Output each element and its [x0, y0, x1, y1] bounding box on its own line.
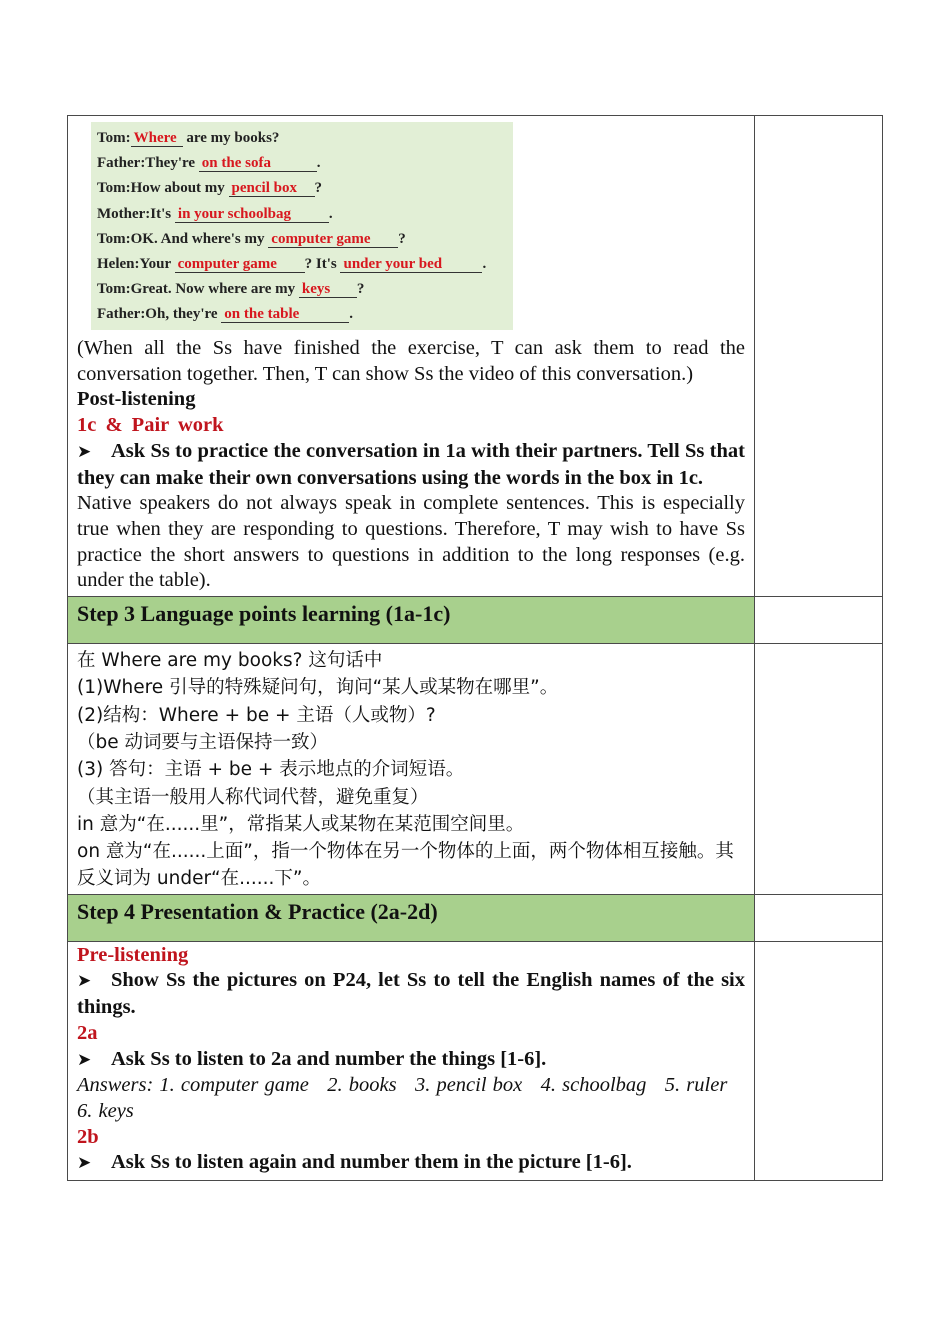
side-cell — [755, 894, 883, 941]
listen-2a-instruction: ➤ Ask Ss to listen to 2a and number the things [1-6]. — [77, 1047, 745, 1074]
side-cell — [755, 116, 883, 597]
exercise-line: Tom:OK. And where's my computer game ? — [97, 230, 406, 247]
answer-blank: on the table — [221, 307, 349, 323]
exercise-line: Tom:How about my pencil box ? — [97, 180, 323, 197]
answer-blank: on the sofa — [199, 156, 317, 172]
language-points — [68, 644, 754, 894]
step4-content — [68, 942, 754, 1180]
arrowhead-bullet-icon: ➤ — [77, 1049, 92, 1070]
section1-text — [68, 336, 754, 596]
lesson-plan-table — [67, 115, 883, 1181]
post-listening-heading: Post-listening — [77, 388, 196, 411]
answer-blank: in your schoolbag — [175, 207, 329, 223]
pictures-instruction: ➤ Show Ss the pictures on P24, let Ss to tell the English names of the six things. — [77, 969, 745, 1019]
content-row-3 — [68, 941, 883, 1180]
exercise-image — [91, 122, 513, 330]
content-row-2 — [68, 644, 883, 895]
language-point-line: in 意为“在......里”，常指某人或某物在某范围空间里。 — [77, 813, 525, 835]
main-cell-1 — [68, 116, 755, 597]
main-cell-3 — [68, 941, 755, 1180]
answer-blank: keys — [299, 282, 357, 298]
pair-work-instruction: ➤ Ask Ss to practice the conversation in 1a with their partners. Tell Ss that they can make their own conversations using the words in the box in 1c. — [77, 439, 745, 489]
exercise-line: Tom: Where are my books? — [97, 130, 280, 146]
exercise-line: Tom:Great. Now where are my keys ? — [97, 281, 365, 298]
side-cell — [755, 644, 883, 895]
language-point-line: (3) 答句：主语 + be + 表示地点的介词短语。 — [77, 759, 465, 781]
step4-header-cell — [68, 894, 755, 941]
answers-2a: Answers: 1. computer game 2. books 3. pencil box 4. schoolbag 5. ruler 6. keys — [77, 1074, 746, 1122]
language-point-line: （be 动词要与主语保持一致） — [77, 731, 329, 753]
language-point-line: 在 Where are my books? 这句话中 — [77, 650, 383, 672]
arrowhead-bullet-icon: ➤ — [77, 441, 92, 462]
listen-2b-instruction: ➤ Ask Ss to listen again and number them in the picture [1-6]. — [77, 1150, 745, 1177]
step4-title: Step 4 Presentation & Practice (2a-2d) — [77, 898, 438, 924]
answer-blank: Where — [131, 131, 183, 147]
answer-blank: under your bed — [340, 257, 482, 273]
exercise-line: Mother:It's in your schoolbag . — [97, 205, 333, 222]
pre-listening-heading: Pre-listening — [77, 943, 189, 966]
answer-blank: pencil box — [229, 181, 315, 197]
step3-header-row — [68, 597, 883, 644]
arrowhead-bullet-icon: ➤ — [77, 1153, 92, 1174]
label-2b: 2b — [77, 1125, 99, 1148]
main-cell-2 — [68, 644, 755, 895]
pair-work-heading: 1c & Pair work — [77, 414, 224, 437]
label-2a: 2a — [77, 1021, 98, 1044]
step3-title: Step 3 Language points learning (1a-1c) — [77, 601, 451, 627]
exercise-note: (When all the Ss have finished the exercise, T can ask them to read the conversation together. Then, T can show Ss the video of this conversation.) — [77, 337, 745, 385]
step4-header-row — [68, 894, 883, 941]
arrowhead-bullet-icon: ➤ — [77, 971, 92, 992]
side-cell — [755, 597, 883, 644]
answer-blank: computer game — [268, 232, 398, 248]
language-point-line: (2)结构：Where + be + 主语（人或物）? — [77, 704, 436, 726]
exercise-line: Father:Oh, they're on the table . — [97, 306, 354, 323]
language-point-line: （其主语一般用人称代词代替，避免重复） — [77, 786, 429, 808]
language-point-line: on 意为“在......上面”，指一个物体在另一个物体的上面，两个物体相互接触。其反义词为 under“在......下”。 — [77, 841, 734, 890]
side-cell — [755, 941, 883, 1180]
language-point-line: (1)Where 引导的特殊疑问句，询问“某人或某物在哪里”。 — [77, 677, 559, 699]
step3-header-cell — [68, 597, 755, 644]
exercise-line: Father:They're on the sofa . — [97, 155, 321, 172]
answer-blank: computer game — [175, 257, 305, 273]
native-speakers-note: Native speakers do not always speak in complete sentences. This is especially true when they are responding to questions. Therefore, T may wish to have Ss practice the short answers to questions in addition to the long responses (e.g. under the table). — [77, 492, 745, 592]
exercise-line: Helen:Your computer game ? It's under your bed . — [97, 256, 487, 273]
content-row-1 — [68, 116, 883, 597]
